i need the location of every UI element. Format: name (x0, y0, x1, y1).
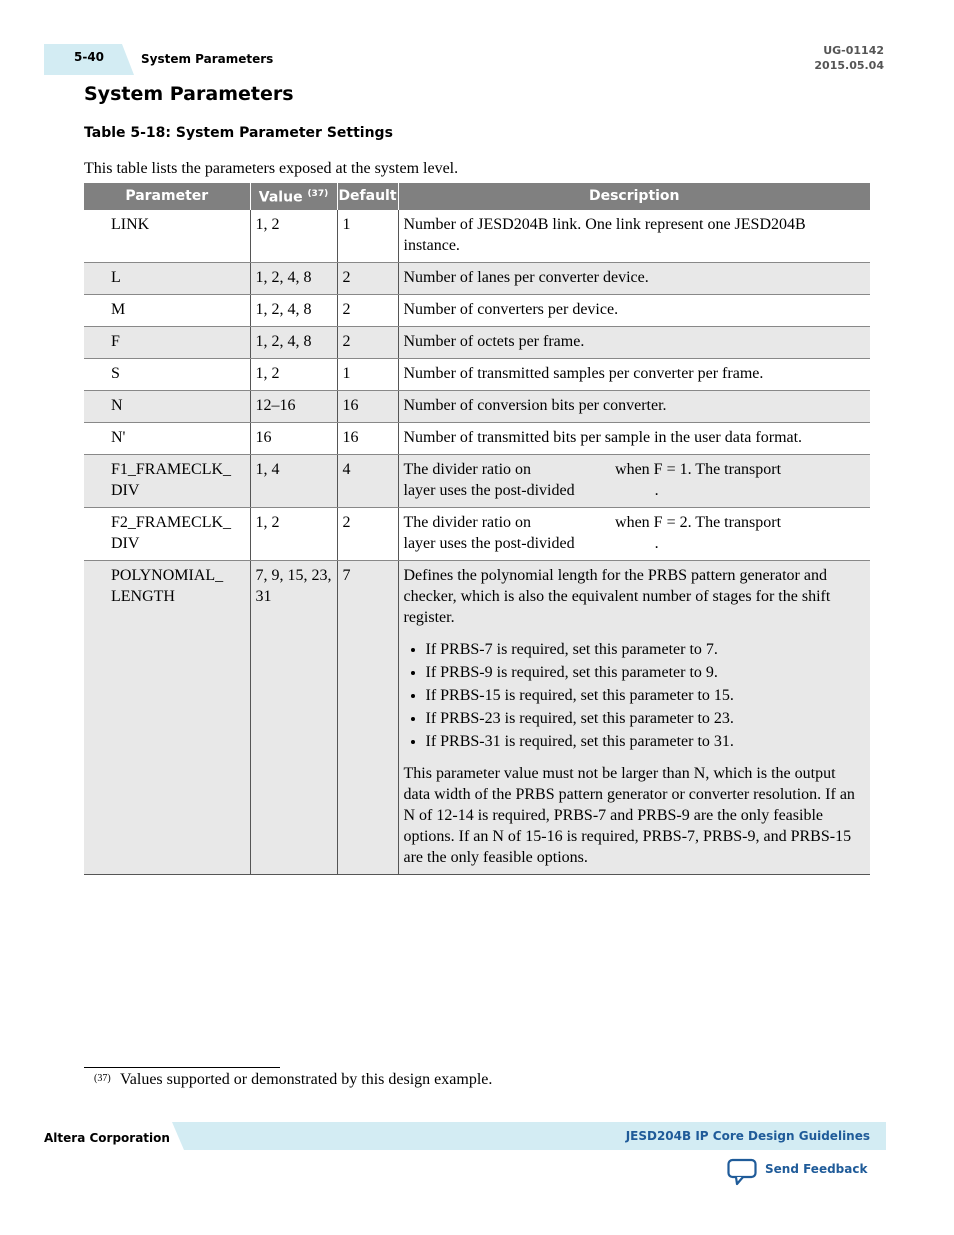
speech-bubble-icon[interactable] (727, 1158, 757, 1186)
description-part: when F = 1. The transport (615, 461, 782, 478)
param-values: 1, 2 (250, 210, 337, 263)
description-intro: Defines the polynomial length for the PRBS pattern generator and checker, which is also the equivalent number of stages for the shift register. (403, 567, 831, 626)
param-default: 16 (337, 423, 398, 455)
footnote-rule (84, 1067, 280, 1068)
list-item: • If PRBS-23 is required, set this parameter to 23. (426, 707, 867, 730)
header-parameter: Parameter (84, 183, 250, 210)
list-item: • If PRBS-15 is required, set this parameter to 15. (426, 684, 867, 707)
guide-title-link[interactable]: JESD204B IP Core Design Guidelines (625, 1129, 870, 1143)
param-default: 16 (337, 391, 398, 423)
list-item: • If PRBS-31 is required, set this parameter to 31. (426, 730, 867, 753)
param-name: N' (84, 423, 250, 455)
description-part: . (654, 535, 659, 552)
param-values: 7, 9, 15, 23, 31 (250, 561, 337, 875)
param-name: L (84, 263, 250, 295)
table-row (84, 455, 870, 508)
param-default: 1 (337, 210, 398, 263)
table-row (84, 327, 870, 359)
footnote-ref[interactable]: (37) (307, 189, 329, 200)
param-name: POLYNOMIAL_ LENGTH (84, 561, 250, 875)
param-description: Number of JESD204B link. One link represent one JESD204B instance. (398, 210, 870, 263)
system-parameter-table (84, 183, 870, 875)
param-name: S (84, 359, 250, 391)
table-row (84, 263, 870, 295)
table-row (84, 561, 870, 875)
header-value-label: Value (258, 189, 303, 206)
param-default: 2 (337, 263, 398, 295)
param-description: Number of octets per frame. (398, 327, 870, 359)
param-name: F2_FRAMECLK_ DIV (84, 508, 250, 561)
param-description (398, 455, 870, 508)
running-title: System Parameters (141, 52, 274, 66)
table-row (84, 359, 870, 391)
param-name: M (84, 295, 250, 327)
table-header-row (84, 183, 870, 210)
param-description (398, 508, 870, 561)
param-default: 7 (337, 561, 398, 875)
param-values: 12–16 (250, 391, 337, 423)
param-default: 2 (337, 508, 398, 561)
param-description: Number of transmitted bits per sample in the user data format. (398, 423, 870, 455)
header-value (250, 183, 337, 210)
param-values: 1, 2, 4, 8 (250, 327, 337, 359)
param-name: F1_FRAMECLK_ DIV (84, 455, 250, 508)
page-number: 5-40 (74, 50, 105, 64)
section-title: System Parameters (84, 83, 294, 105)
document-number: UG-01142 (823, 44, 884, 57)
param-description: Number of lanes per converter device. (398, 263, 870, 295)
list-item: • If PRBS-9 is required, set this parameter to 9. (426, 661, 867, 684)
param-name: LINK (84, 210, 250, 263)
footnote-mark: (37) (94, 1073, 111, 1084)
table-row (84, 391, 870, 423)
param-name: N (84, 391, 250, 423)
param-values: 1, 2 (250, 508, 337, 561)
document-date: 2015.05.04 (814, 59, 884, 72)
param-values: 16 (250, 423, 337, 455)
param-default: 4 (337, 455, 398, 508)
param-values: 1, 2 (250, 359, 337, 391)
footnote-text: Values supported or demonstrated by this design example. (120, 1071, 493, 1088)
company-name: Altera Corporation (44, 1131, 170, 1145)
description-part: The divider ratio on (403, 514, 532, 531)
param-default: 1 (337, 359, 398, 391)
param-description: Number of conversion bits per converter. (398, 391, 870, 423)
param-description (398, 561, 870, 875)
param-values: 1, 4 (250, 455, 337, 508)
header-default: Default (337, 183, 398, 210)
description-part: layer uses the post-divided (403, 535, 575, 552)
table-row (84, 295, 870, 327)
table-row (84, 210, 870, 263)
table-row (84, 508, 870, 561)
header-description: Description (398, 183, 870, 210)
table-row (84, 423, 870, 455)
description-part: layer uses the post-divided (403, 482, 575, 499)
param-default: 2 (337, 295, 398, 327)
param-values: 1, 2, 4, 8 (250, 295, 337, 327)
description-part: . (654, 482, 659, 499)
description-part: The divider ratio on (403, 461, 532, 478)
param-name: F (84, 327, 250, 359)
param-description: Number of converters per device. (398, 295, 870, 327)
document-id (814, 43, 884, 73)
param-description: Number of transmitted samples per converter per frame. (398, 359, 870, 391)
param-values: 1, 2, 4, 8 (250, 263, 337, 295)
table-caption: Table 5-18: System Parameter Settings (84, 125, 393, 141)
intro-text: This table lists the parameters exposed at the system level. (84, 160, 459, 177)
description-part: when F = 2. The transport (615, 514, 782, 531)
param-default: 2 (337, 327, 398, 359)
description-outro: This parameter value must not be larger than N, which is the output data width of the PRBS pattern generator or converter resolution. If an N of 12-14 is required, PRBS-7 and PRBS-9 are the only feasible options. If an N of 15-16 is required, PRBS-7, PRBS-9, and PRBS-15 are the only feasible options. (403, 765, 855, 866)
send-feedback-link[interactable]: Send Feedback (765, 1162, 868, 1176)
bullet-list (404, 638, 867, 753)
list-item: • If PRBS-7 is required, set this parameter to 7. (426, 638, 867, 661)
